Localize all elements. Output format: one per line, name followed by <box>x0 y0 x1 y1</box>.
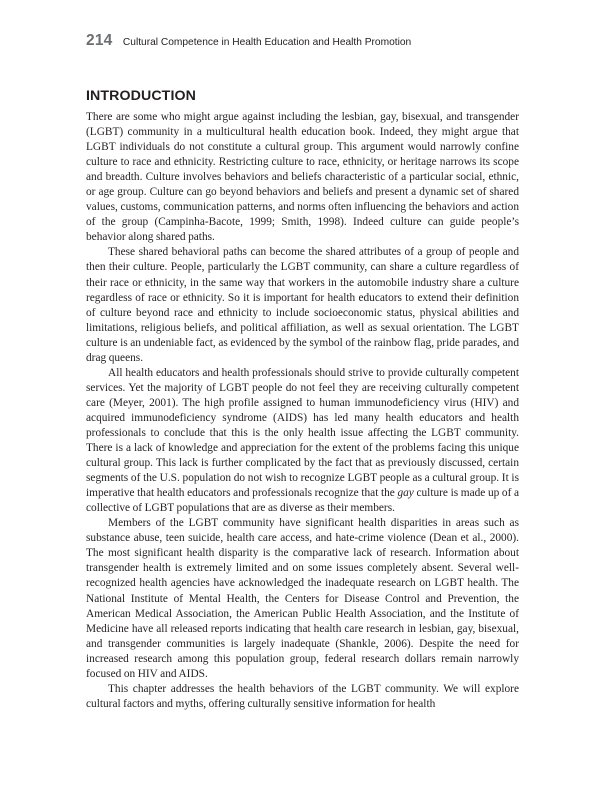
page-number: 214 <box>86 32 113 49</box>
paragraph-2: These shared behavioral paths can become the shared attributes of a group of people and then their culture. People, particularly the LGBT community, can share a culture regardless of their race or ethnicity, in the same way that workers in the automobile industry share a culture regardless of race or ethnicity. So it is important for health educators to extend their definition of culture beyond race and ethnicity to include socioeconomic status, physical abilities and limitations, religious beliefs, and political affiliation, as well as sexual orientation. The LGBT culture is an undeniable fact, as evidenced by the symbol of the rainbow flag, pride parades, and drag queens. <box>86 246 519 364</box>
body-text <box>86 110 519 712</box>
paragraph-1: There are some who might argue against including the lesbian, gay, bisexual, and transgender (LGBT) community in a multicultural health education book. Indeed, they might argue that LGBT individuals do not constitute a cultural group. This argument would narrowly confine culture to race and ethnicity. Restricting culture to race, ethnicity, or heritage narrows its scope and breadth. Culture involves behaviors and beliefs characteristic of a particular social, ethnic, or age group. Culture can go beyond behaviors and beliefs and present a dynamic set of shared values, customs, communication patterns, and norms often influencing the behaviors and action of the group (Campinha-Bacote, 1999; Smith, 1998). Indeed culture can guide people’s behavior along shared paths. <box>86 111 519 244</box>
paragraph-3-text-end: culture is made up of a collective of LGBT populations that are as diverse as their members. <box>86 487 520 515</box>
paragraph-5: This chapter addresses the health behaviors of the LGBT community. We will explore cultural factors and myths, offering culturally sensitive information for health <box>86 682 519 710</box>
running-head <box>86 32 526 50</box>
italic-term-gay: gay <box>397 487 414 500</box>
paragraph-3-text-start: All health educators and health professionals should strive to provide culturally competent services. Yet the majority of LGBT people do not feel they are receiving culturally competent care (Meyer, 2001). The high profile assigned to human immunodeficiency virus (HIV) and acquired immunodeficiency syndrome (AIDS) has led many health educators and health professionals to conclude that this is the only health issue affecting the LGBT community. There is a lack of knowledge and appreciation for the extent of the problems facing this unique cultural group. This lack is further complicated by the fact that as previously discussed, certain segments of the U.S. population do not wish to recognize LGBT people as a cultural group. It is imperative that health educators and professionals recognize that the <box>86 366 519 500</box>
paragraph-4: Members of the LGBT community have significant health disparities in areas such as substance abuse, teen suicide, health care access, and hate-crime violence (Dean et al., 2000). The most significant health disparity is the comparative lack of research. Information about transgender health is extremely limited and on some issues completely absent. Several well-recognized health agencies have acknowledged the inadequate research on LGBT health. The National Institute of Mental Health, the Centers for Disease Control and Prevention, the American Medical Association, the American Public Health Association, and the Institute of Medicine have all released reports indicating that health care research in lesbian, gay, bisexual, and transgender communities is largely inadequate (Shankle, 2006). Despite the need for increased research among this population group, federal research dollars remain narrowly focused on HIV and AIDS. <box>86 517 519 680</box>
running-head-title: Cultural Competence in Health Education and Health Promotion <box>122 37 412 48</box>
paragraph-3 <box>86 366 519 516</box>
section-heading: INTRODUCTION <box>86 88 196 104</box>
